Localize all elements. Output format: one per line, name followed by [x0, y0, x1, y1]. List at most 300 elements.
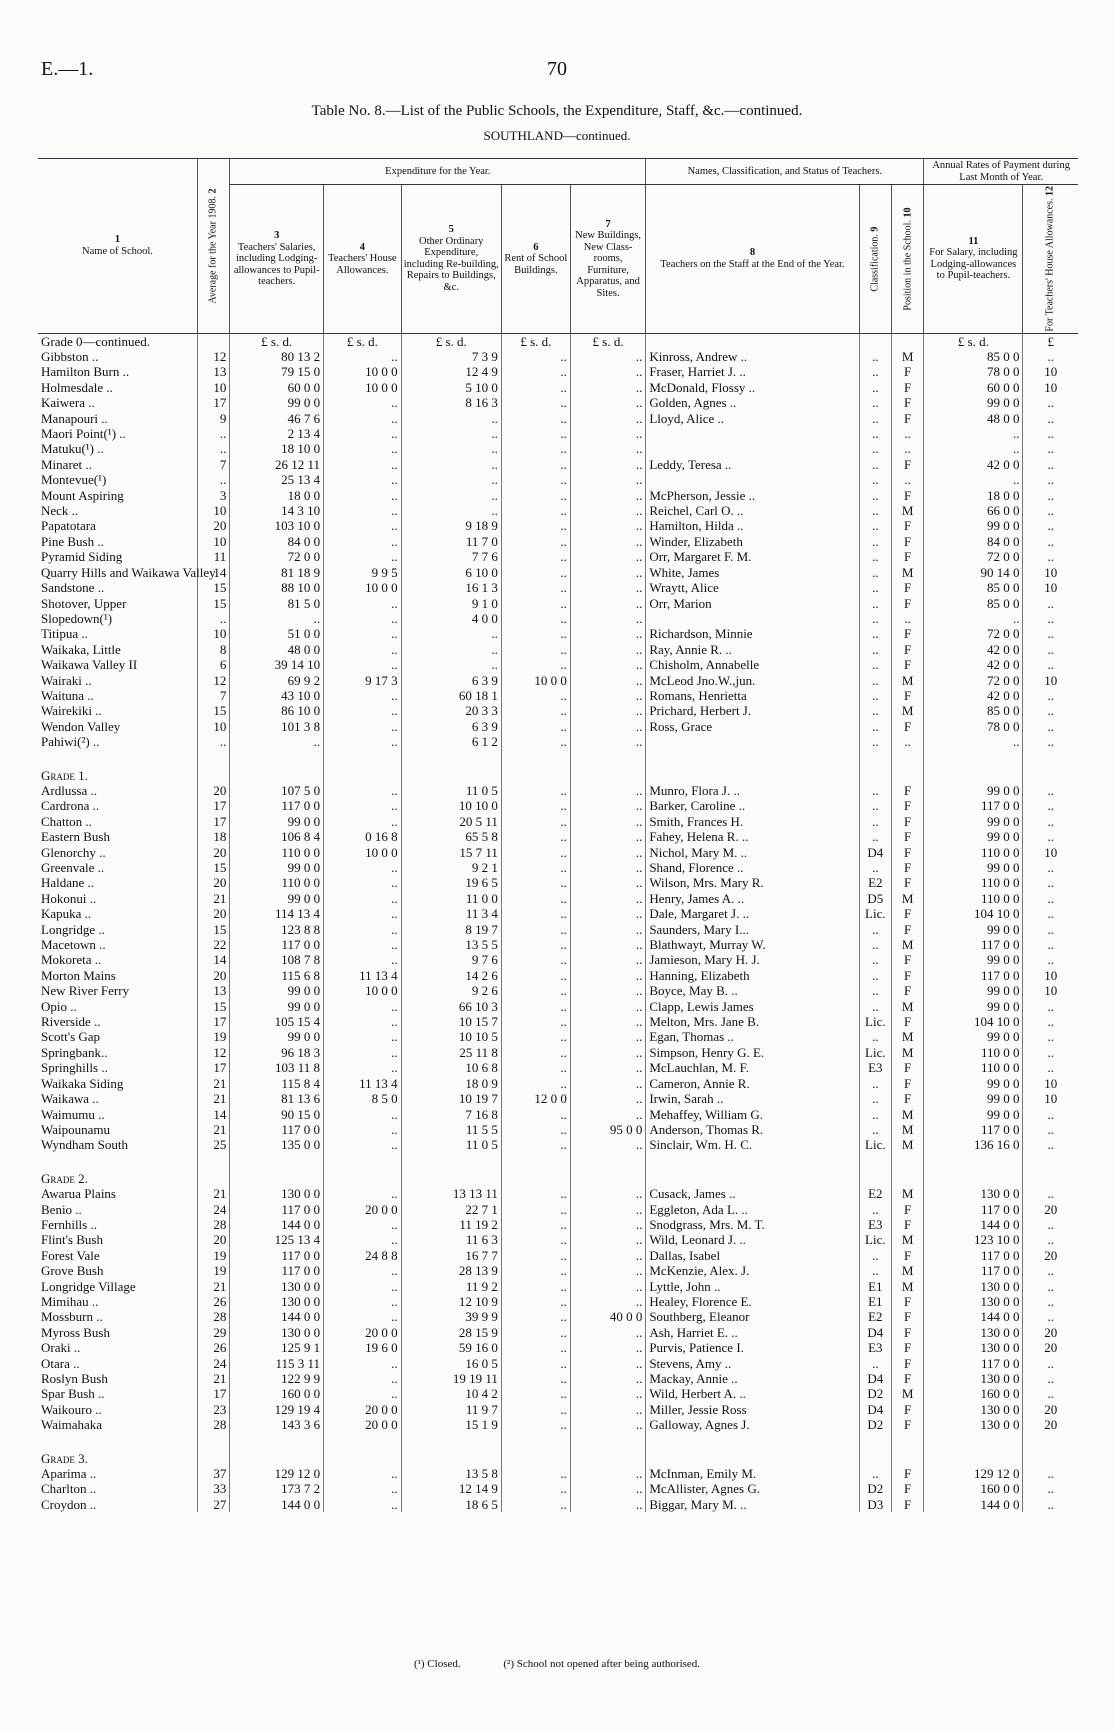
house-allowance: 20 0 0	[324, 1402, 402, 1417]
salary-rate: 99 0 0	[924, 922, 1023, 937]
classification: ..	[859, 580, 891, 595]
position: F	[892, 642, 924, 657]
average-attendance: 10	[197, 534, 229, 549]
house-rate: ..	[1047, 641, 1054, 657]
school-name: Benio ..	[38, 1202, 197, 1217]
teacher-name: Wraytt, Alice	[646, 580, 859, 595]
other-expenditure: 22 7 1	[401, 1202, 501, 1217]
salary-rate: 99 0 0	[924, 518, 1023, 533]
average-attendance: 14	[197, 1107, 229, 1122]
house-allowance	[324, 1171, 402, 1186]
position: F	[892, 1340, 924, 1355]
house-rate	[1023, 768, 1078, 783]
col-salaries-header: 3 Teachers' Salaries, including Lodging-allowances to Pupil-teachers.	[230, 185, 324, 334]
other-expenditure: 11 7 0	[401, 534, 501, 549]
other-expenditure: 6 3 9	[401, 673, 501, 688]
other-expenditure: ..	[401, 441, 501, 456]
classification: ..	[859, 1029, 891, 1044]
rent: ..	[501, 1014, 570, 1029]
spacer-cell	[38, 1153, 197, 1171]
new-buildings: £ s. d.	[570, 333, 645, 349]
house-allowance: ..	[324, 906, 402, 921]
salary-rate: 129 12 0	[924, 1466, 1023, 1481]
new-buildings: ..	[570, 798, 645, 813]
salary-rate: 130 0 0	[924, 1417, 1023, 1432]
teacher-name: Mehaffey, William G.	[646, 1107, 859, 1122]
house-rate: ..	[1047, 1186, 1054, 1202]
salaries: 99 0 0	[230, 814, 324, 829]
house-rate: ..	[1047, 595, 1054, 611]
position: F	[892, 395, 924, 410]
school-name: Greenvale ..	[38, 860, 197, 875]
salary-rate: 72 0 0	[924, 549, 1023, 564]
classification: ..	[859, 411, 891, 426]
school-name: Waituna ..	[38, 688, 197, 703]
classification: ..	[859, 719, 891, 734]
position: F	[892, 875, 924, 890]
salaries	[230, 1451, 324, 1466]
house-allowance: ..	[324, 952, 402, 967]
classification: ..	[859, 596, 891, 611]
table-row	[38, 814, 1078, 829]
house-rate	[1023, 1171, 1078, 1186]
rent: ..	[501, 580, 570, 595]
classification: ..	[859, 922, 891, 937]
rent: ..	[501, 1356, 570, 1371]
salaries: 81 5 0	[230, 596, 324, 611]
house-allowance: ..	[324, 395, 402, 410]
new-buildings: ..	[570, 642, 645, 657]
salary-rate: 110 0 0	[924, 891, 1023, 906]
school-name: Waikawa ..	[38, 1091, 197, 1106]
classification: ..	[859, 503, 891, 518]
other-expenditure: 19 6 5	[401, 875, 501, 890]
rent: ..	[501, 1217, 570, 1232]
average-attendance: 10	[197, 626, 229, 641]
table-row	[38, 829, 1078, 844]
salaries: 110 0 0	[230, 845, 324, 860]
school-name: Neck ..	[38, 503, 197, 518]
table-row	[38, 534, 1078, 549]
house-rate: ..	[1047, 937, 1054, 953]
school-name: Mokoreta ..	[38, 952, 197, 967]
rent: £ s. d.	[501, 333, 570, 349]
house-allowance: ..	[324, 426, 402, 441]
new-buildings: ..	[570, 1217, 645, 1232]
school-name: Matuku(¹) ..	[38, 441, 197, 456]
house-allowance: ..	[324, 534, 402, 549]
house-allowance: 10 0 0	[324, 580, 402, 595]
col-new-buildings-header: 7 New Buildings, New Class-rooms, Furniture, Apparatus, and Sites.	[570, 185, 645, 334]
house-rate: ..	[1047, 626, 1054, 642]
new-buildings	[570, 768, 645, 783]
other-expenditure: 6 1 2	[401, 734, 501, 749]
other-expenditure: 13 13 11	[401, 1186, 501, 1201]
salary-rate: 99 0 0	[924, 1076, 1023, 1091]
classification: E2	[859, 875, 891, 890]
average-attendance: 20	[197, 875, 229, 890]
salary-rate: 160 0 0	[924, 1481, 1023, 1496]
teacher-name: Simpson, Henry G. E.	[646, 1045, 859, 1060]
position: ..	[892, 734, 924, 749]
classification: E1	[859, 1279, 891, 1294]
classification: ..	[859, 1466, 891, 1481]
spacer-cell	[570, 1153, 645, 1171]
spacer-cell	[924, 750, 1023, 768]
house-allowance: ..	[324, 1497, 402, 1512]
average-attendance: 20	[197, 845, 229, 860]
rent: ..	[501, 380, 570, 395]
average-attendance: 13	[197, 364, 229, 379]
table-row	[38, 1232, 1078, 1247]
new-buildings	[570, 1451, 645, 1466]
new-buildings: ..	[570, 1497, 645, 1512]
spacer-cell	[892, 750, 924, 768]
position: M	[892, 999, 924, 1014]
new-buildings: ..	[570, 688, 645, 703]
house-allowance: 10 0 0	[324, 364, 402, 379]
spacer-cell	[924, 1153, 1023, 1171]
table-row	[38, 1217, 1078, 1232]
average-attendance: 20	[197, 906, 229, 921]
other-expenditure: 25 11 8	[401, 1045, 501, 1060]
position: F	[892, 922, 924, 937]
other-expenditure: 10 19 7	[401, 1091, 501, 1106]
classification: ..	[859, 968, 891, 983]
spacer-cell	[324, 750, 402, 768]
teacher-name: Fahey, Helena R. ..	[646, 829, 859, 844]
teacher-name: Stevens, Amy ..	[646, 1356, 859, 1371]
position: M	[892, 1279, 924, 1294]
house-rate: 20	[1044, 1324, 1058, 1340]
school-name: Morton Mains	[38, 968, 197, 983]
position: F	[892, 1417, 924, 1432]
classification	[859, 1451, 891, 1466]
position: F	[892, 719, 924, 734]
new-buildings: ..	[570, 891, 645, 906]
salaries: 144 0 0	[230, 1309, 324, 1324]
house-rate: ..	[1047, 734, 1054, 750]
house-rate: ..	[1047, 1386, 1054, 1402]
house-rate: ..	[1047, 1293, 1054, 1309]
salary-rate: 117 0 0	[924, 1263, 1023, 1278]
spacer-cell	[197, 1433, 229, 1451]
salary-rate: 110 0 0	[924, 875, 1023, 890]
salaries: 103 11 8	[230, 1060, 324, 1075]
house-rate: ..	[1047, 921, 1054, 937]
other-expenditure: 9 7 6	[401, 952, 501, 967]
other-expenditure: 12 10 9	[401, 1294, 501, 1309]
salary-rate: 99 0 0	[924, 1091, 1023, 1106]
other-expenditure: 7 16 8	[401, 1107, 501, 1122]
spacer-cell	[197, 750, 229, 768]
house-rate: 10	[1044, 364, 1058, 380]
house-allowance: ..	[324, 719, 402, 734]
house-allowance: ..	[324, 703, 402, 718]
rent: ..	[501, 1107, 570, 1122]
salaries: 117 0 0	[230, 798, 324, 813]
rent: ..	[501, 983, 570, 998]
other-expenditure: 11 3 4	[401, 906, 501, 921]
spacer-cell	[1023, 750, 1078, 768]
house-rate: ..	[1047, 829, 1054, 845]
other-expenditure: 7 3 9	[401, 349, 501, 364]
school-name: Chatton ..	[38, 814, 197, 829]
table-row	[38, 1386, 1078, 1401]
col-other-expenditure-header: 5 Other Ordinary Expenditure, including Re-building, Repairs to Buildings, &c.	[401, 185, 501, 334]
table-row	[38, 719, 1078, 734]
table-row	[38, 580, 1078, 595]
new-buildings: ..	[570, 1029, 645, 1044]
table-row	[38, 380, 1078, 395]
col-house-rate-header: For Teachers' House Allowances. 12	[1023, 185, 1078, 334]
other-expenditure: 9 2 6	[401, 983, 501, 998]
average-attendance: 13	[197, 983, 229, 998]
house-rate	[1023, 1451, 1078, 1466]
school-name: Grove Bush	[38, 1263, 197, 1278]
house-rate: ..	[1047, 472, 1054, 488]
rent: ..	[501, 1386, 570, 1401]
house-rate: ..	[1047, 1014, 1054, 1030]
salary-rate: 110 0 0	[924, 845, 1023, 860]
table-row	[38, 968, 1078, 983]
rent: ..	[501, 457, 570, 472]
school-name: Waikouro ..	[38, 1402, 197, 1417]
classification: ..	[859, 1248, 891, 1263]
new-buildings: ..	[570, 1137, 645, 1152]
teacher-name: McLeod Jno.W.,jun.	[646, 673, 859, 688]
table-row	[38, 906, 1078, 921]
house-rate: 10	[1044, 844, 1058, 860]
new-buildings: ..	[570, 596, 645, 611]
salaries: 84 0 0	[230, 534, 324, 549]
table-row	[38, 1294, 1078, 1309]
house-rate: ..	[1047, 1216, 1054, 1232]
teacher-name: Cusack, James ..	[646, 1186, 859, 1201]
rent: ..	[501, 1137, 570, 1152]
salary-rate: ..	[924, 472, 1023, 487]
school-name: Papatotara	[38, 518, 197, 533]
salary-rate: ..	[924, 611, 1023, 626]
classification: ..	[859, 565, 891, 580]
house-rate: 20	[1044, 1417, 1058, 1433]
school-name: Montevue(¹)	[38, 472, 197, 487]
school-name: Titipua ..	[38, 626, 197, 641]
rent: ..	[501, 845, 570, 860]
salary-rate: 42 0 0	[924, 657, 1023, 672]
school-name: Longridge ..	[38, 922, 197, 937]
table-row	[38, 1045, 1078, 1060]
average-attendance: ..	[197, 441, 229, 456]
salary-rate: 130 0 0	[924, 1279, 1023, 1294]
position: F	[892, 1466, 924, 1481]
other-expenditure: 7 7 6	[401, 549, 501, 564]
col-teachers-header: 8 Teachers on the Staff at the End of the Year.	[646, 185, 859, 334]
new-buildings: ..	[570, 1279, 645, 1294]
table-row	[38, 488, 1078, 503]
teacher-name: Jamieson, Mary H. J.	[646, 952, 859, 967]
salary-rate: 42 0 0	[924, 642, 1023, 657]
teacher-name	[646, 734, 859, 749]
house-allowance: ..	[324, 999, 402, 1014]
house-allowance: ..	[324, 549, 402, 564]
average-attendance: 8	[197, 642, 229, 657]
salary-rate	[924, 768, 1023, 783]
new-buildings: ..	[570, 1340, 645, 1355]
school-name: Grade 0—continued.	[38, 333, 197, 349]
table-row	[38, 657, 1078, 672]
teacher-name: McLauchlan, M. F.	[646, 1060, 859, 1075]
teacher-name: Shand, Florence ..	[646, 860, 859, 875]
new-buildings: ..	[570, 1045, 645, 1060]
house-allowance: 11 13 4	[324, 1076, 402, 1091]
other-expenditure: 8 19 7	[401, 922, 501, 937]
salaries: 160 0 0	[230, 1386, 324, 1401]
table-row	[38, 1279, 1078, 1294]
spacer-cell	[924, 1433, 1023, 1451]
classification: D2	[859, 1481, 891, 1496]
classification: ..	[859, 611, 891, 626]
school-name: Kapuka ..	[38, 906, 197, 921]
house-allowance	[324, 768, 402, 783]
school-name: Shotover, Upper	[38, 596, 197, 611]
school-name: Grade 2.	[38, 1171, 197, 1186]
other-expenditure: 28 13 9	[401, 1263, 501, 1278]
position: F	[892, 1076, 924, 1091]
house-rate: ..	[1047, 487, 1054, 503]
spacer-cell	[501, 1433, 570, 1451]
house-rate: ..	[1047, 410, 1054, 426]
salaries: 107 5 0	[230, 783, 324, 798]
teacher-name	[646, 1451, 859, 1466]
new-buildings: ..	[570, 426, 645, 441]
rent: ..	[501, 703, 570, 718]
school-name: New River Ferry	[38, 983, 197, 998]
house-rate: ..	[1047, 718, 1054, 734]
salary-rate: 85 0 0	[924, 596, 1023, 611]
average-attendance: 24	[197, 1202, 229, 1217]
teacher-name: Wild, Herbert A. ..	[646, 1386, 859, 1401]
table-row	[38, 518, 1078, 533]
salaries: 115 3 11	[230, 1356, 324, 1371]
average-attendance: 29	[197, 1325, 229, 1340]
school-name: Minaret ..	[38, 457, 197, 472]
teacher-name: Lloyd, Alice ..	[646, 411, 859, 426]
classification: E2	[859, 1309, 891, 1324]
teacher-name: Anderson, Thomas R.	[646, 1122, 859, 1137]
house-allowance: ..	[324, 1481, 402, 1496]
teacher-name: Nichol, Mary M. ..	[646, 845, 859, 860]
position: M	[892, 937, 924, 952]
table-row	[38, 426, 1078, 441]
rent: ..	[501, 565, 570, 580]
table-row	[38, 1014, 1078, 1029]
rent: ..	[501, 411, 570, 426]
table-row	[38, 983, 1078, 998]
school-name: Haldane ..	[38, 875, 197, 890]
salary-rate: 99 0 0	[924, 1107, 1023, 1122]
teacher-name	[646, 426, 859, 441]
house-allowance: ..	[324, 1263, 402, 1278]
salary-rate: 130 0 0	[924, 1186, 1023, 1201]
col-classification-header: Classification. 9	[859, 185, 891, 334]
rent: 10 0 0	[501, 673, 570, 688]
teacher-name: Ash, Harriet E. ..	[646, 1325, 859, 1340]
school-name: Mount Aspiring	[38, 488, 197, 503]
school-name: Quarry Hills and Waikawa Valley	[38, 565, 197, 580]
footnote-closed: (¹) Closed.	[413, 1658, 461, 1670]
rent: ..	[501, 1060, 570, 1075]
table-row	[38, 1060, 1078, 1075]
salary-rate: 117 0 0	[924, 968, 1023, 983]
rent: ..	[501, 1309, 570, 1324]
salary-rate: 123 10 0	[924, 1232, 1023, 1247]
footnote-not-opened: (²) School not opened after being authorised.	[503, 1658, 701, 1670]
average-attendance: 10	[197, 380, 229, 395]
rates-group-header: Annual Rates of Payment during Last Month of Year.	[924, 159, 1078, 185]
house-allowance: ..	[324, 798, 402, 813]
salary-rate: 99 0 0	[924, 983, 1023, 998]
teacher-name	[646, 472, 859, 487]
other-expenditure: 9 2 1	[401, 860, 501, 875]
rent: ..	[501, 657, 570, 672]
salary-rate: 130 0 0	[924, 1325, 1023, 1340]
house-rate: ..	[1047, 1355, 1054, 1371]
spacer-cell	[197, 1153, 229, 1171]
other-expenditure: ..	[401, 503, 501, 518]
school-name: Pahiwi(²) ..	[38, 734, 197, 749]
house-allowance: ..	[324, 1386, 402, 1401]
other-expenditure: ..	[401, 642, 501, 657]
house-allowance: ..	[324, 657, 402, 672]
position	[892, 1451, 924, 1466]
new-buildings: ..	[570, 860, 645, 875]
other-expenditure	[401, 768, 501, 783]
new-buildings: ..	[570, 1481, 645, 1496]
rent: ..	[501, 829, 570, 844]
school-name: Croydon ..	[38, 1497, 197, 1512]
col-salary-rate-header: 11 For Salary, including Lodging-allowances to Pupil-teachers.	[924, 185, 1023, 334]
average-attendance: 12	[197, 349, 229, 364]
other-expenditure: 66 10 3	[401, 999, 501, 1014]
spacer-cell	[324, 1433, 402, 1451]
classification: ..	[859, 829, 891, 844]
rent	[501, 1451, 570, 1466]
salaries: 99 0 0	[230, 983, 324, 998]
salary-rate: 99 0 0	[924, 860, 1023, 875]
new-buildings: ..	[570, 580, 645, 595]
classification: ..	[859, 688, 891, 703]
table-row	[38, 503, 1078, 518]
position: F	[892, 1202, 924, 1217]
teacher-name: Biggar, Mary M. ..	[646, 1497, 859, 1512]
position: F	[892, 688, 924, 703]
classification: ..	[859, 937, 891, 952]
position: M	[892, 349, 924, 364]
salaries: 25 13 4	[230, 472, 324, 487]
salary-rate: 99 0 0	[924, 829, 1023, 844]
school-name: Aparima ..	[38, 1466, 197, 1481]
classification: ..	[859, 395, 891, 410]
spacer-cell	[859, 1153, 891, 1171]
house-allowance: ..	[324, 1186, 402, 1201]
new-buildings: ..	[570, 1202, 645, 1217]
average-attendance	[197, 768, 229, 783]
school-name: Kaiwera ..	[38, 395, 197, 410]
teacher-name: Barker, Caroline ..	[646, 798, 859, 813]
salaries: 99 0 0	[230, 999, 324, 1014]
classification: D4	[859, 1402, 891, 1417]
